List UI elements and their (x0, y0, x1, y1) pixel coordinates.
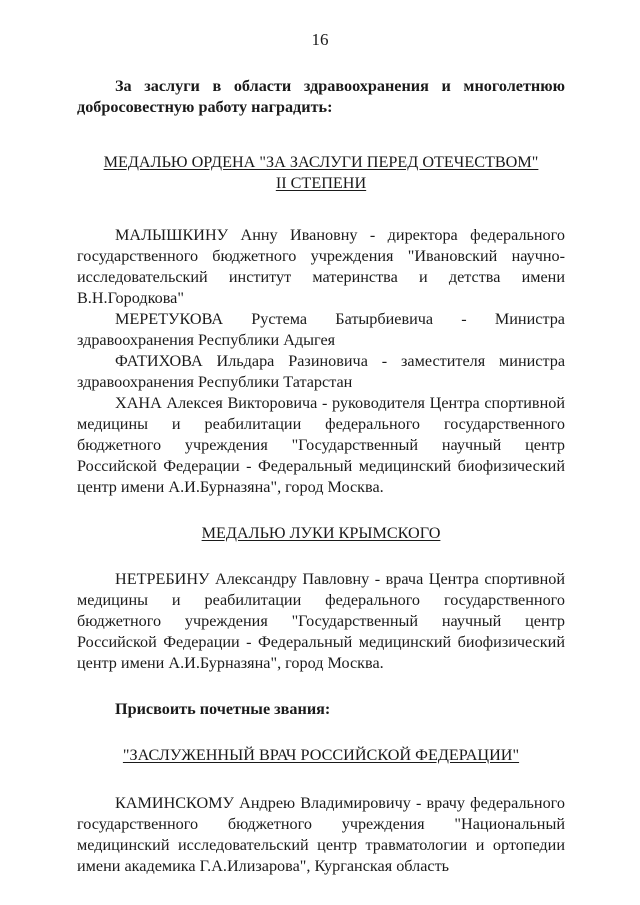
page-number: 16 (311, 30, 329, 49)
recipient-paragraph: МЕРЕТУКОВА Рустема Батырбиевича - Министра здравоохранения Республики Адыгея (77, 310, 565, 349)
honorary-title-text: "ЗАСЛУЖЕННЫЙ ВРАЧ РОССИЙСКОЙ ФЕДЕРАЦИИ" (122, 746, 520, 764)
document-body (77, 76, 565, 877)
award-title-text: МЕДАЛЬЮ ЛУКИ КРЫМСКОГО (201, 524, 441, 542)
honorary-titles-heading: Присвоить почетные звания: (115, 700, 331, 718)
award-title-line-1: МЕДАЛЬЮ ОРДЕНА "ЗА ЗАСЛУГИ ПЕРЕД ОТЕЧЕСТВОМ" (103, 153, 539, 171)
recipient-paragraph: МАЛЫШКИНУ Анну Ивановну - директора федерального государственного бюджетного учреждения "Ивановский научно-исследовательский институт материнства и детства имени В.Н.Городкова" (77, 226, 565, 307)
award-title-order-medal (77, 152, 565, 194)
recipient-paragraph: ФАТИХОВА Ильдара Разиновича - заместителя министра здравоохранения Республики Татарстан (77, 352, 565, 391)
honorary-title-name (77, 745, 565, 766)
award-title-luka-krymsky-medal (77, 523, 565, 544)
recipient-paragraph: ХАНА Алексея Викторовича - руководителя Центра спортивной медицины и реабилитации федерального государственного бюджетного учреждения "Государственный научный центр Российской Федерации - Федеральный медицинский биофизический центр имени А.И.Бурназяна", город Москва. (77, 394, 565, 496)
intro-paragraph: За заслуги в области здравоохранения и многолетнюю добросовестную работу наградить: (77, 77, 565, 116)
recipient-paragraph: КАМИНСКОМУ Андрею Владимировичу - врачу федерального государственного бюджетного учреждения "Национальный медицинский исследовательский центр травматологии и ортопедии имени академика Г.А.Илизарова", Курганская область (77, 794, 565, 875)
recipient-paragraph: НЕТРЕБИНУ Александру Павловну - врача Центра спортивной медицины и реабилитации федерального государственного бюджетного учреждения "Государственный научный центр Российской Федерации - Федеральный медицинский биофизический центр имени А.И.Бурназяна", город Москва. (77, 570, 565, 672)
award-title-line-2: II СТЕПЕНИ (275, 174, 367, 192)
